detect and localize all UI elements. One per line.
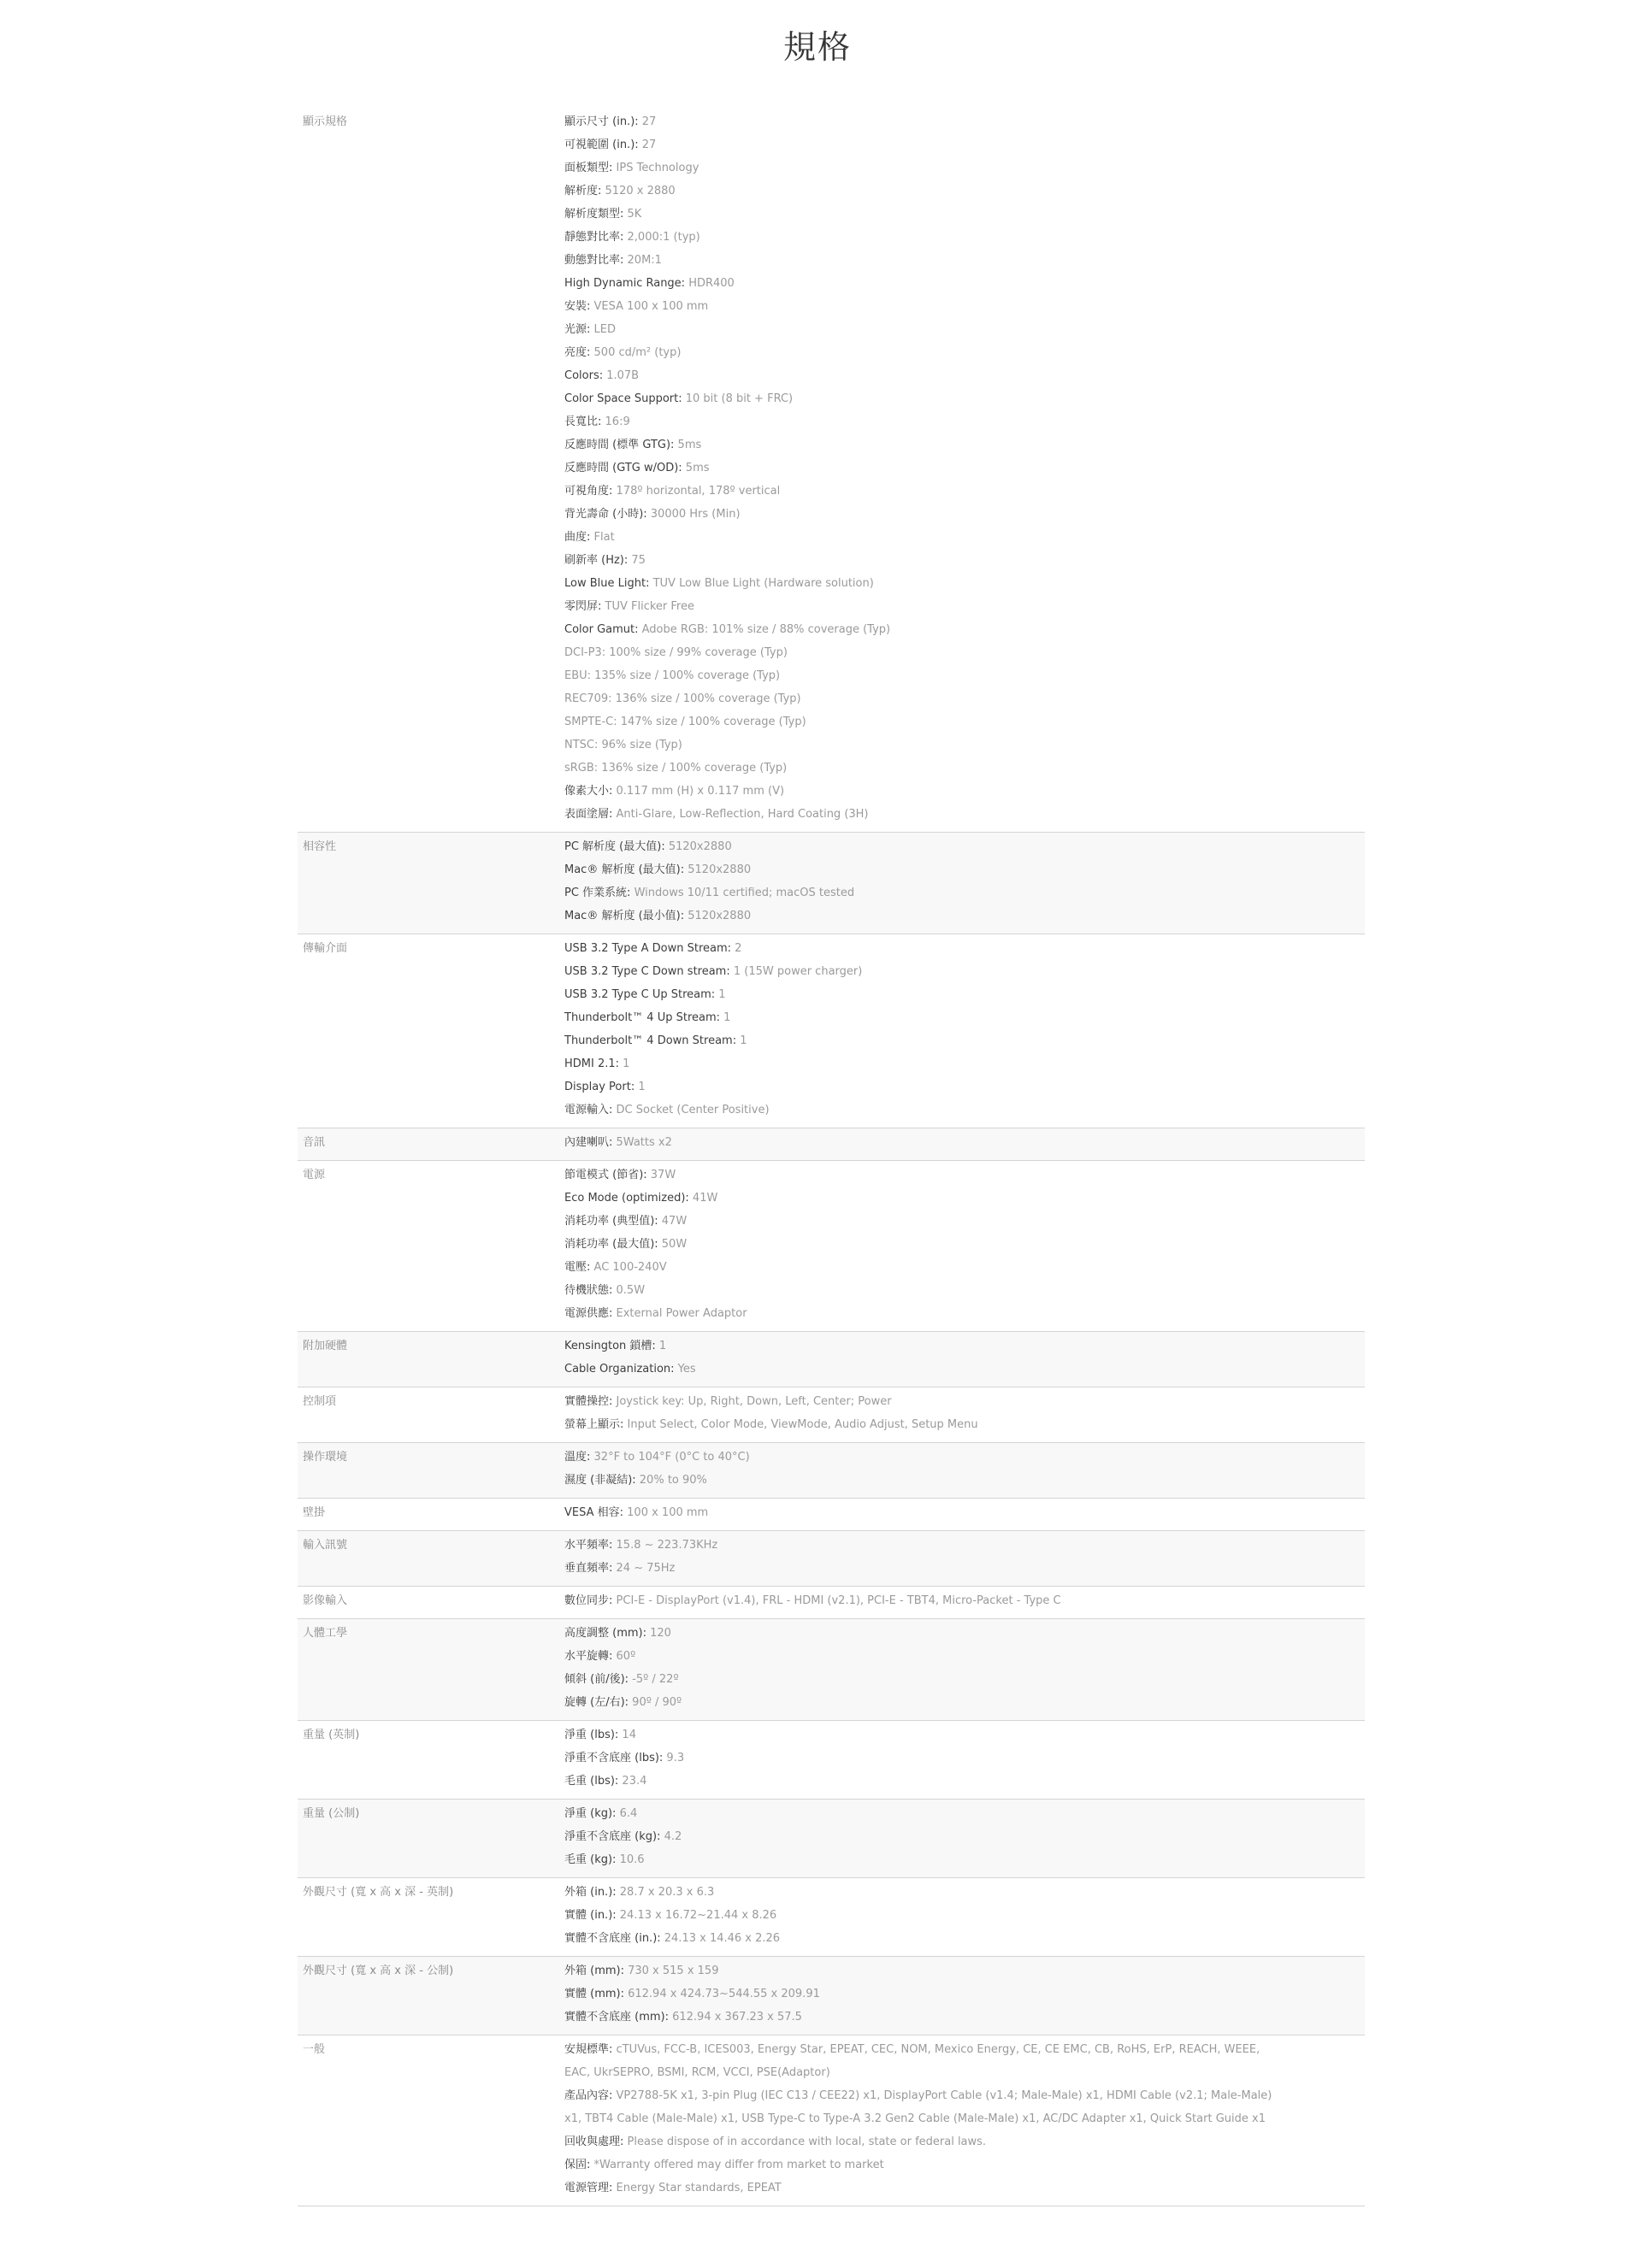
spec-value: 5120x2880 (684, 863, 752, 876)
spec-label: 曲度: (564, 531, 591, 544)
spec-item (564, 387, 1331, 410)
spec-item (564, 1075, 1331, 1099)
spec-item (564, 364, 1331, 387)
spec-label: 回收與處理: (564, 2135, 624, 2148)
spec-label: 反應時間 (標準 GTG): (564, 439, 675, 451)
spec-value: sRGB: 136% size / 100% coverage (Typ) (564, 762, 788, 775)
spec-label: 實體 (mm): (564, 1988, 624, 2000)
spec-item (564, 2153, 1331, 2177)
spec-label: Thunderbolt™ 4 Up Stream: (564, 1011, 721, 1024)
spec-item (564, 1747, 1331, 1770)
spec-item (564, 549, 1331, 572)
spec-item-list (564, 1881, 1365, 1950)
spec-label: 安規標準: (564, 2043, 613, 2056)
spec-item-list (564, 1163, 1365, 1325)
spec-section (298, 934, 1365, 1128)
spec-value: 2,000:1 (typ) (623, 231, 700, 244)
spec-item (564, 1534, 1331, 1557)
spec-category: 影像輸入 (303, 1594, 348, 1607)
spec-value: Please dispose of in accordance with local, state or federal laws. (623, 2135, 987, 2148)
spec-value: Flat (590, 531, 615, 544)
spec-value: 10 bit (8 bit + FRC) (682, 392, 794, 405)
spec-item (564, 1390, 1331, 1413)
spec-item (564, 1163, 1331, 1187)
spec-item (564, 1446, 1331, 1469)
spec-value: EBU: 135% size / 100% coverage (Typ) (564, 669, 781, 682)
spec-label: 實體操控: (564, 1395, 613, 1408)
spec-item (564, 503, 1331, 526)
spec-value: 2 (731, 942, 742, 955)
spec-label: 像素大小: (564, 785, 613, 798)
spec-label: 實體不含底座 (in.): (564, 1932, 661, 1945)
spec-value: 20% to 90% (635, 1474, 707, 1487)
spec-section (298, 1957, 1365, 2035)
spec-label: 電源供應: (564, 1307, 613, 1320)
spec-category: 人體工學 (303, 1627, 348, 1640)
spec-item (564, 1557, 1331, 1580)
spec-category: 輸入訊號 (303, 1539, 348, 1552)
spec-label: USB 3.2 Type C Up Stream: (564, 988, 716, 1001)
spec-label: 保固: (564, 2159, 591, 2171)
spec-item-list (564, 835, 1365, 928)
spec-section (298, 1387, 1365, 1443)
spec-label: 光源: (564, 323, 591, 336)
spec-label: 長寬比: (564, 415, 602, 428)
spec-label: Thunderbolt™ 4 Down Stream: (564, 1034, 737, 1047)
spec-item (564, 641, 1331, 664)
spec-section (298, 1443, 1365, 1499)
spec-item (564, 272, 1331, 295)
spec-value: 730 x 515 x 159 (623, 1965, 719, 1977)
spec-category: 壁掛 (303, 1506, 326, 1519)
spec-label: 淨重 (kg): (564, 1807, 617, 1820)
spec-value: -5º / 22º (629, 1673, 679, 1686)
spec-item (564, 937, 1331, 960)
spec-item (564, 410, 1331, 433)
spec-label: PC 作業系統: (564, 887, 631, 899)
spec-category: 一般 (303, 2043, 326, 2056)
spec-item (564, 2038, 1331, 2061)
spec-label: 可視角度: (564, 485, 613, 498)
spec-item (564, 156, 1331, 180)
spec-value: 37W (646, 1169, 676, 1181)
spec-label: 水平旋轉: (564, 1650, 613, 1663)
spec-category: 外觀尺寸 (寬 x 高 x 深 - 英制) (303, 1886, 454, 1899)
spec-value: 0.5W (612, 1284, 646, 1297)
spec-item (564, 687, 1331, 710)
spec-label: 淨重 (lbs): (564, 1729, 619, 1741)
spec-value: 24 ~ 75Hz (612, 1562, 676, 1575)
spec-item (564, 1881, 1331, 1904)
spec-item-list (564, 1622, 1365, 1714)
spec-label: 水平頻率: (564, 1539, 613, 1552)
spec-item (564, 2061, 1331, 2084)
spec-item (564, 203, 1331, 226)
spec-value: 24.13 x 16.72~21.44 x 8.26 (616, 1909, 777, 1922)
spec-label: 電壓: (564, 1261, 591, 1274)
spec-category: 重量 (公制) (303, 1807, 360, 1820)
spec-label: 內建喇叭: (564, 1136, 613, 1149)
spec-value: 41W (688, 1192, 718, 1205)
spec-label: Eco Mode (optimized): (564, 1192, 689, 1205)
spec-label: 外箱 (in.): (564, 1886, 617, 1899)
spec-item (564, 2107, 1331, 2130)
spec-item (564, 457, 1331, 480)
spec-label: Mac® 解析度 (最小值): (564, 910, 685, 922)
spec-label: Mac® 解析度 (最大值): (564, 863, 685, 876)
spec-section (298, 833, 1365, 934)
spec-section (298, 1332, 1365, 1387)
spec-item (564, 983, 1331, 1006)
spec-value: 5ms (682, 462, 710, 474)
spec-label: 反應時間 (GTG w/OD): (564, 462, 682, 474)
spec-category: 音訊 (303, 1136, 326, 1149)
spec-label: 顯示尺寸 (in.): (564, 115, 639, 128)
spec-item (564, 318, 1331, 341)
spec-value: 60º (612, 1650, 636, 1663)
spec-label: 旋轉 (左/右): (564, 1696, 629, 1709)
spec-value: 5Watts x2 (612, 1136, 672, 1149)
spec-item (564, 1233, 1331, 1256)
spec-item (564, 433, 1331, 457)
spec-item (564, 572, 1331, 595)
spec-value: External Power Adaptor (612, 1307, 747, 1320)
spec-item (564, 226, 1331, 249)
spec-item (564, 881, 1331, 904)
spec-label: 解析度類型: (564, 208, 624, 221)
spec-item (564, 1668, 1331, 1691)
spec-label: High Dynamic Range: (564, 277, 686, 290)
spec-label: USB 3.2 Type A Down Stream: (564, 942, 732, 955)
spec-value: 10.6 (616, 1853, 645, 1866)
spec-item (564, 835, 1331, 858)
spec-item (564, 1006, 1331, 1029)
spec-value: 1 (736, 1034, 747, 1047)
spec-value: TUV Flicker Free (601, 600, 694, 613)
spec-value: SMPTE-C: 147% size / 100% coverage (Typ) (564, 716, 806, 728)
spec-item (564, 1334, 1331, 1358)
spec-label: USB 3.2 Type C Down stream: (564, 965, 730, 978)
spec-value: 20M:1 (623, 254, 662, 267)
spec-item (564, 664, 1331, 687)
spec-item-list (564, 937, 1365, 1122)
spec-value: 612.94 x 367.23 x 57.5 (668, 2011, 802, 2024)
spec-label: 背光壽命 (小時): (564, 508, 647, 521)
spec-item (564, 1770, 1331, 1793)
spec-value: 15.8 ~ 223.73KHz (612, 1539, 718, 1552)
spec-item (564, 295, 1331, 318)
spec-section (298, 2035, 1365, 2206)
spec-item (564, 733, 1331, 757)
spec-item-list (564, 1723, 1365, 1793)
spec-value: 30000 Hrs (Min) (646, 508, 741, 521)
spec-label: HDMI 2.1: (564, 1057, 620, 1070)
spec-value: 100 x 100 mm (623, 1506, 709, 1519)
spec-section (298, 1499, 1365, 1531)
spec-value: Input Select, Color Mode, ViewMode, Audio Adjust, Setup Menu (623, 1418, 978, 1431)
spec-item-list (564, 1959, 1365, 2029)
spec-item (564, 133, 1331, 156)
spec-item (564, 1959, 1331, 1982)
spec-value: 27 (638, 115, 657, 128)
spec-item (564, 110, 1331, 133)
spec-value: DC Socket (Center Positive) (612, 1104, 770, 1116)
spec-item (564, 1413, 1331, 1436)
spec-value: 1 (15W power charger) (729, 965, 863, 978)
spec-section (298, 1878, 1365, 1957)
spec-value: 1 (720, 1011, 731, 1024)
spec-label: Cable Organization: (564, 1363, 675, 1376)
spec-item (564, 1099, 1331, 1122)
spec-label: 濕度 (非凝結): (564, 1474, 636, 1487)
spec-value: 5K (623, 208, 642, 221)
spec-label: 刷新率 (Hz): (564, 554, 629, 567)
spec-item (564, 595, 1331, 618)
spec-item-list (564, 1802, 1365, 1871)
spec-category: 顯示規格 (303, 115, 348, 128)
spec-item (564, 780, 1331, 803)
spec-value: 1 (715, 988, 726, 1001)
spec-label: 面板類型: (564, 162, 613, 174)
spec-value: 9.3 (663, 1752, 685, 1764)
spec-label: 電源管理: (564, 2182, 613, 2194)
spec-item (564, 1904, 1331, 1927)
spec-value: VESA 100 x 100 mm (590, 300, 709, 313)
spec-value: 16:9 (601, 415, 630, 428)
spec-value: 5120x2880 (684, 910, 752, 922)
spec-value: LED (590, 323, 616, 336)
spec-label: 數位同步: (564, 1594, 613, 1607)
spec-label: 節電模式 (節省): (564, 1169, 647, 1181)
spec-label: 螢幕上顯示: (564, 1418, 624, 1431)
spec-label: 產品內容: (564, 2089, 613, 2102)
spec-item (564, 960, 1331, 983)
page-title: 規格 (782, 28, 852, 66)
spec-item (564, 2177, 1331, 2200)
spec-label: 溫度: (564, 1451, 591, 1464)
spec-value: 32°F to 104°F (0°C to 40°C) (590, 1451, 750, 1464)
spec-value: 27 (638, 138, 657, 151)
spec-value: EAC, UkrSEPRO, BSMI, RCM, VCCI, PSE(Adaptor) (564, 2066, 830, 2079)
spec-category: 重量 (英制) (303, 1729, 360, 1741)
spec-category: 控制項 (303, 1395, 337, 1408)
spec-item (564, 1210, 1331, 1233)
spec-item (564, 858, 1331, 881)
spec-value: 612.94 x 424.73~544.55 x 209.91 (623, 1988, 820, 2000)
spec-item-list (564, 1534, 1365, 1580)
spec-value: HDR400 (685, 277, 735, 290)
spec-item (564, 1982, 1331, 2006)
spec-item (564, 249, 1331, 272)
spec-label: 毛重 (lbs): (564, 1775, 619, 1788)
spec-item (564, 1469, 1331, 1492)
spec-value: 14 (618, 1729, 636, 1741)
spec-item (564, 1645, 1331, 1668)
spec-value: x1, TBT4 Cable (Male-Male) x1, USB Type-C to Type-A 3.2 Gen2 Cable (Male-Male) x1, AC/DC Adapter x1, Quick Start Guide x1 (564, 2112, 1266, 2125)
spec-label: 消耗功率 (典型值): (564, 1215, 658, 1228)
spec-label: 靜態對比率: (564, 231, 624, 244)
spec-item (564, 1589, 1331, 1612)
spec-value: 120 (646, 1627, 671, 1640)
spec-item-list (564, 1390, 1365, 1436)
spec-label: 垂直頻率: (564, 1562, 613, 1575)
spec-item (564, 341, 1331, 364)
spec-item (564, 1256, 1331, 1279)
spec-value: 1 (635, 1081, 646, 1093)
spec-table (298, 108, 1365, 2206)
spec-label: 零閃屏: (564, 600, 602, 613)
spec-label: 實體 (in.): (564, 1909, 617, 1922)
spec-label: 電源輸入: (564, 1104, 613, 1116)
spec-item (564, 180, 1331, 203)
spec-item (564, 1825, 1331, 1848)
spec-label: 解析度: (564, 185, 602, 197)
spec-category: 相容性 (303, 840, 337, 853)
spec-value: AC 100-240V (590, 1261, 667, 1274)
spec-value: 90º / 90º (629, 1696, 682, 1709)
spec-label: 淨重不含底座 (kg): (564, 1830, 661, 1843)
spec-item (564, 526, 1331, 549)
spec-item-list (564, 110, 1365, 826)
spec-category: 外觀尺寸 (寬 x 高 x 深 - 公制) (303, 1965, 454, 1977)
spec-item (564, 1691, 1331, 1714)
spec-value: Yes (674, 1363, 696, 1376)
spec-label: 傾斜 (前/後): (564, 1673, 629, 1686)
spec-item (564, 1358, 1331, 1381)
spec-value: 5120x2880 (664, 840, 732, 853)
spec-section (298, 1531, 1365, 1587)
spec-value: 178º horizontal, 178º vertical (612, 485, 781, 498)
spec-label: Colors: (564, 369, 604, 382)
spec-item (564, 1279, 1331, 1302)
spec-label: Low Blue Light: (564, 577, 650, 590)
spec-value: PCI-E - DisplayPort (v1.4), FRL - HDMI (v2.1), PCI-E - TBT4, Micro-Packet - Type C (612, 1594, 1061, 1607)
spec-item (564, 710, 1331, 733)
spec-item (564, 1802, 1331, 1825)
spec-value: 6.4 (616, 1807, 638, 1820)
spec-label: 表面塗層: (564, 808, 613, 821)
spec-label: 外箱 (mm): (564, 1965, 624, 1977)
spec-label: 安裝: (564, 300, 591, 313)
spec-item-list (564, 1589, 1365, 1612)
spec-value: *Warranty offered may differ from market to market (590, 2159, 884, 2171)
spec-item (564, 757, 1331, 780)
spec-value: DCI-P3: 100% size / 99% coverage (Typ) (564, 646, 788, 659)
spec-value: 1 (619, 1057, 630, 1070)
spec-label: Color Gamut: (564, 623, 639, 636)
spec-value: cTUVus, FCC-B, ICES003, Energy Star, EPEAT, CEC, NOM, Mexico Energy, CE, CE EMC, CB, RoHS, ErP, REACH, WEEE, (612, 2043, 1260, 2056)
spec-category: 傳輸介面 (303, 942, 348, 955)
spec-item-list (564, 1501, 1365, 1524)
spec-label: 淨重不含底座 (lbs): (564, 1752, 664, 1764)
spec-section (298, 1619, 1365, 1721)
spec-value: 50W (658, 1238, 688, 1251)
spec-category: 附加硬體 (303, 1340, 348, 1352)
spec-label: PC 解析度 (最大值): (564, 840, 665, 853)
spec-value: 28.7 x 20.3 x 6.3 (616, 1886, 715, 1899)
spec-item (564, 2006, 1331, 2029)
spec-value: 5ms (674, 439, 702, 451)
spec-value: 1 (655, 1340, 667, 1352)
spec-label: 動態對比率: (564, 254, 624, 267)
spec-label: 亮度: (564, 346, 591, 359)
spec-section (298, 1721, 1365, 1800)
spec-value: NTSC: 96% size (Typ) (564, 739, 682, 751)
spec-value: 23.4 (618, 1775, 647, 1788)
spec-label: 高度調整 (mm): (564, 1627, 646, 1640)
spec-section (298, 108, 1365, 833)
spec-item (564, 1029, 1331, 1052)
spec-section (298, 1161, 1365, 1332)
spec-item (564, 618, 1331, 641)
spec-item (564, 803, 1331, 826)
spec-value: 4.2 (660, 1830, 682, 1843)
spec-value: Adobe RGB: 101% size / 88% coverage (Typ) (638, 623, 891, 636)
spec-item (564, 1187, 1331, 1210)
spec-value: TUV Low Blue Light (Hardware solution) (649, 577, 874, 590)
spec-value: 500 cd/m² (typ) (590, 346, 682, 359)
spec-value: 24.13 x 14.46 x 2.26 (660, 1932, 781, 1945)
spec-value: Joystick key: Up, Right, Down, Left, Center; Power (612, 1395, 892, 1408)
spec-label: Display Port: (564, 1081, 635, 1093)
spec-item (564, 2130, 1331, 2153)
spec-item-list (564, 1334, 1365, 1381)
spec-value: 47W (658, 1215, 688, 1228)
spec-value: 75 (628, 554, 646, 567)
spec-item (564, 2084, 1331, 2107)
spec-value: Anti-Glare, Low-Reflection, Hard Coating (3H) (612, 808, 869, 821)
spec-value: VP2788-5K x1, 3-pin Plug (IEC C13 / CEE22) x1, DisplayPort Cable (v1.4; Male-Male) x1, HDMI Cable (v2.1; Male-Male) (612, 2089, 1272, 2102)
spec-item (564, 1501, 1331, 1524)
spec-label: Color Space Support: (564, 392, 682, 405)
spec-item-list (564, 1446, 1365, 1492)
spec-item-list (564, 2038, 1365, 2200)
spec-value: Windows 10/11 certified; macOS tested (630, 887, 855, 899)
spec-item (564, 1052, 1331, 1075)
spec-category: 電源 (303, 1169, 326, 1181)
spec-item (564, 1723, 1331, 1747)
spec-item (564, 1927, 1331, 1950)
spec-value: 0.117 mm (H) x 0.117 mm (V) (612, 785, 785, 798)
spec-category: 操作環境 (303, 1451, 348, 1464)
spec-value: 1.07B (603, 369, 640, 382)
spec-section (298, 1587, 1365, 1619)
spec-label: VESA 相容: (564, 1506, 624, 1519)
spec-label: Kensington 鎖槽: (564, 1340, 656, 1352)
spec-item (564, 1302, 1331, 1325)
spec-label: 可視範圍 (in.): (564, 138, 639, 151)
spec-value: Energy Star standards, EPEAT (612, 2182, 782, 2194)
spec-label: 待機狀態: (564, 1284, 613, 1297)
spec-section (298, 1800, 1365, 1878)
spec-item (564, 1622, 1331, 1645)
spec-value: 5120 x 2880 (601, 185, 676, 197)
spec-section (298, 1128, 1365, 1161)
spec-item (564, 480, 1331, 503)
spec-label: 消耗功率 (最大值): (564, 1238, 658, 1251)
spec-label: 毛重 (kg): (564, 1853, 617, 1866)
spec-item-list (564, 1131, 1365, 1154)
spec-value: REC709: 136% size / 100% coverage (Typ) (564, 692, 801, 705)
spec-item (564, 1131, 1331, 1154)
spec-value: IPS Technology (612, 162, 699, 174)
spec-label: 實體不含底座 (mm): (564, 2011, 669, 2024)
spec-item (564, 904, 1331, 928)
spec-item (564, 1848, 1331, 1871)
